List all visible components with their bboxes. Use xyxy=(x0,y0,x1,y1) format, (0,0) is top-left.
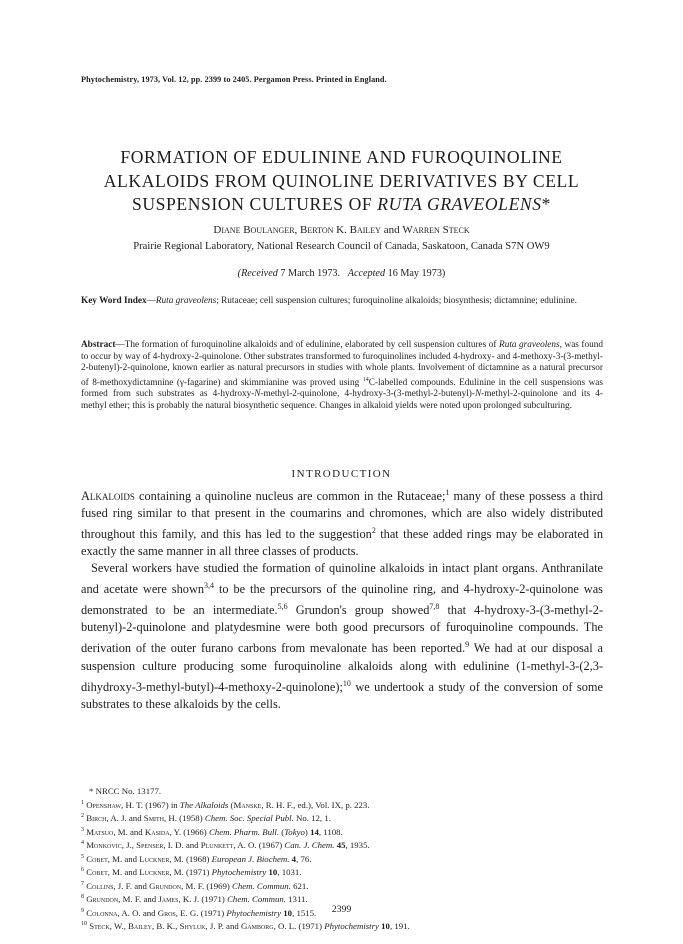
affiliation: Prairie Regional Laboratory, National Research Council of Canada, Saskatoon, Canada S7N OW9 xyxy=(133,241,550,252)
keyword-text: ; Rutaceae; cell suspension cultures; furoquinoline alkaloids; biosynthesis; dictamnine; edulinine. xyxy=(216,296,577,306)
footnote-number: 7 xyxy=(81,880,84,887)
text: , M. and xyxy=(107,853,140,864)
abstract-text: , was found to occur by way of 4-hydroxy-2-quinolone. Other substrates transformed to furoquinolines included 4-hydroxy- and 4-methoxy-3-(3-methyl-2-butenyl)-2-quinolone, known earlier as natural precursors in studies with whole plants. Involvement of dictamnine as a natural precursor of 8-methoxydictamnine (γ-fagarine) and skimmianine was proved using xyxy=(81,340,604,388)
author-2: Berton K. Bailey xyxy=(300,224,381,236)
text: , M. F. and xyxy=(118,894,159,905)
footnote-6 xyxy=(81,865,603,879)
text: that these added rings may be elaborated in exactly the same manner in all three classes of products. xyxy=(81,527,603,559)
text: ( xyxy=(228,799,234,810)
author: James xyxy=(158,894,179,905)
source: European J. Biochem. xyxy=(211,853,290,864)
received-label: (Received xyxy=(237,268,278,279)
text: many of these possess a third fused ring similar to that present in the coumarins and chromones, which are also widely distributed throughout this family, and this has led to the suggestion xyxy=(81,489,603,542)
text: , K. J. (1971) xyxy=(178,894,228,905)
footnote-number: 9 xyxy=(81,907,84,914)
author-1: Diane Boulanger xyxy=(213,224,295,236)
author: Cobet xyxy=(86,867,108,878)
text: , H. T. (1967) in xyxy=(121,799,180,810)
title-line-2: ALKALOIDS FROM QUINOLINE DERIVATIVES BY CELL xyxy=(103,170,580,191)
source: Phytochemistry xyxy=(226,907,282,918)
author: Plunkett xyxy=(200,840,234,851)
text: Grundon's group showed xyxy=(287,603,430,618)
author: Smith xyxy=(143,813,165,824)
text: , A. O. and xyxy=(117,907,158,918)
title-line-1: FORMATION OF EDULININE AND FUROQUINOLINE xyxy=(120,147,563,167)
received-date: 7 March 1973. xyxy=(280,268,341,279)
text: , W., xyxy=(109,921,129,932)
paragraph xyxy=(81,560,603,712)
author: Grundon xyxy=(86,894,119,905)
text: ) xyxy=(304,826,311,837)
abstract-text: -methyl-2-quinolone, 4-hydroxy-3-(3-methyl-2-butenyl)- xyxy=(260,389,475,400)
abstract-text: -methyl-2-quinolone and its 4- methyl ether; this is probably the natural biosynthetic sequence. Changes in alkaloid yields were noted upon prolonged subculturing. xyxy=(81,389,604,412)
title-text: SUSPENSION CULTURES OF xyxy=(131,194,378,214)
text: , 1108. xyxy=(318,826,343,837)
text: , M. and xyxy=(113,826,145,837)
citation: 3,4 xyxy=(204,581,215,591)
text: , M. (1968) xyxy=(169,853,212,864)
source: Phytochemistry xyxy=(324,921,379,932)
text: 1311. xyxy=(285,894,308,905)
citation: 7,8 xyxy=(429,602,440,612)
footnote-4 xyxy=(81,838,603,852)
citation: 9 xyxy=(465,640,470,650)
author: Birch xyxy=(86,813,107,824)
volume: 4 xyxy=(291,853,297,864)
text: , Y. (1966) xyxy=(169,826,209,837)
footnote-3 xyxy=(81,825,603,839)
accepted-label: Accepted xyxy=(347,268,386,279)
author: Openshaw xyxy=(86,799,122,810)
text: , E. G. (1971) xyxy=(175,907,227,918)
author: Collins xyxy=(86,880,114,891)
citation: 2 xyxy=(371,526,376,536)
source: The Alkaloids xyxy=(179,799,229,810)
footnote-nrcc: * NRCC No. 13177. xyxy=(89,786,162,796)
volume: 10 xyxy=(283,907,293,918)
volume: 14 xyxy=(310,826,319,837)
text: , 1515. xyxy=(292,907,317,918)
text: Several workers have studied the formation of quinoline alkaloids in intact plant organs. Anthranilate and acetate were shown xyxy=(81,561,603,597)
text: , 76. xyxy=(296,853,312,864)
author: Cobet xyxy=(86,853,108,864)
author-3: Warren Steck xyxy=(402,224,470,236)
text: No. 12, 1. xyxy=(293,813,331,824)
text: , J. P. and xyxy=(205,921,241,932)
footnote-number: 3 xyxy=(81,826,84,833)
author: Grundon xyxy=(149,880,182,891)
author-list: Diane Boulanger, Berton K. Bailey and Warren Steck xyxy=(213,224,470,236)
footnote-number: 2 xyxy=(81,813,84,820)
author: Kasida xyxy=(144,826,170,837)
section-heading: INTRODUCTION xyxy=(291,468,392,480)
text: we undertook a study of the conversion of some substrates to these alkaloids by the cells. xyxy=(81,679,603,711)
author: Matsuo xyxy=(86,826,114,837)
author: Gamborg xyxy=(240,921,274,932)
source: Chem. Commun. xyxy=(227,894,286,905)
text: , M. and xyxy=(107,867,140,878)
volume: 10 xyxy=(268,867,278,878)
journal-citation: Phytochemistry, 1973, Vol. 12, pp. 2399 to 2405. Pergamon Press. Printed in England. xyxy=(81,75,387,84)
footnote-number: 5 xyxy=(81,853,84,860)
author: Steck xyxy=(89,921,110,932)
source: Tokyo xyxy=(284,826,305,837)
footnote-5 xyxy=(81,852,603,866)
text: , J. F. and xyxy=(113,880,150,891)
text: 621. xyxy=(290,880,309,891)
text: , O. L. (1971) xyxy=(273,921,325,932)
keyword-index xyxy=(81,296,603,308)
text: that 4-hydroxy-3-(3-methyl-2-butenyl)-2-quinolone and platydesmine were both good precursors of furoquinoline compounds. The derivation of the outer furano carbons from mevalonate has been reported. xyxy=(81,603,603,656)
text: , 191. xyxy=(389,921,410,932)
citation: 5,6 xyxy=(277,602,288,612)
citation: 10 xyxy=(342,678,351,688)
abstract-species: Ruta graveolens xyxy=(499,340,560,350)
keyword-dash: — xyxy=(146,296,156,306)
author: Luckner xyxy=(139,853,170,864)
text: , M. F. (1969) xyxy=(181,880,233,891)
text: , A. J. and xyxy=(106,813,144,824)
source: Chem. Commun. xyxy=(232,880,291,891)
text: , J., xyxy=(121,840,137,851)
abstract-label: Abstract xyxy=(81,340,116,350)
citation: 1 xyxy=(445,488,450,497)
text: , R. H. F., ed.), Vol. IX, p. 223. xyxy=(261,799,370,810)
text: , 1031. xyxy=(277,867,302,878)
text: ( xyxy=(279,826,285,837)
text: We had at our disposal a suspension culture producing some furoquinoline alkaloids along with edulinine (1-methyl-3-(2,3-dihydroxy-3-methyl-butyl)-4-methoxy-2-quinolone); xyxy=(81,641,603,694)
source: Phytochemistry xyxy=(211,867,267,878)
text: , B. K., xyxy=(151,921,180,932)
author: Manske xyxy=(233,799,262,810)
footnote-number: 4 xyxy=(81,840,84,847)
abstract-text: C-labelled compounds. Edulinine in the cell suspensions was formed from such substrates as 4-hydroxy- xyxy=(81,377,604,400)
author-conjunction: and xyxy=(380,224,403,236)
text: , A. O. (1967) xyxy=(233,840,285,851)
footnote-number: 1 xyxy=(81,799,84,806)
source: Chem. Soc. Special Publ. xyxy=(204,813,294,824)
footnote-7 xyxy=(81,879,603,893)
introduction-body xyxy=(81,484,603,713)
abstract-n: N xyxy=(254,389,261,400)
received-dates xyxy=(60,268,623,279)
author: Spenser xyxy=(136,840,164,851)
abstract-text: —The formation of furoquinoline alkaloids and of edulinine, elaborated by cell suspension cultures of xyxy=(115,340,500,350)
keyword-label: Key Word Index xyxy=(81,296,147,306)
footnote-number: 8 xyxy=(81,894,84,901)
page-number: 2399 xyxy=(331,904,352,915)
keyword-species: Ruta graveolens xyxy=(155,296,217,306)
lead-word: Alkaloids xyxy=(81,489,135,504)
article-title xyxy=(60,146,623,217)
abstract-n: N xyxy=(474,389,482,400)
footnote-10 xyxy=(81,919,603,933)
abstract xyxy=(81,340,603,413)
author: Colonna xyxy=(86,907,118,918)
text: , M. (1971) xyxy=(169,867,212,878)
author: Shyluk xyxy=(179,921,206,932)
volume: 45 xyxy=(336,840,346,851)
author: Gros xyxy=(157,907,176,918)
author: Monkovic xyxy=(86,840,122,851)
footnote-number: 6 xyxy=(81,867,84,874)
footnote-1 xyxy=(81,798,603,812)
isotope-superscript: 14 xyxy=(362,376,369,383)
source: Chem. Pharm. Bull. xyxy=(208,826,280,837)
footnote-2 xyxy=(81,811,603,825)
text: , I. D. and xyxy=(163,840,201,851)
text: containing a quinoline nucleus are common in the Rutaceae; xyxy=(134,489,446,504)
text: , H. (1958) xyxy=(164,813,205,824)
title-line-3 xyxy=(60,193,623,217)
volume: 10 xyxy=(381,921,390,932)
title-species: RUTA GRAVEOLENS xyxy=(377,194,542,214)
title-footnote-mark: * xyxy=(541,194,552,214)
footnote-number: 10 xyxy=(81,921,87,928)
author: Luckner xyxy=(139,867,170,878)
text: to be the precursors of the quinoline ring, and 4-hydroxy-2-quinolone was demonstrated to be an intermediate. xyxy=(81,582,603,618)
text: , 1935. xyxy=(345,840,370,851)
accepted-date: 16 May 1973) xyxy=(387,268,446,279)
source: Can. J. Chem. xyxy=(284,840,335,851)
author: Bailey xyxy=(128,921,152,932)
paragraph xyxy=(81,484,603,560)
